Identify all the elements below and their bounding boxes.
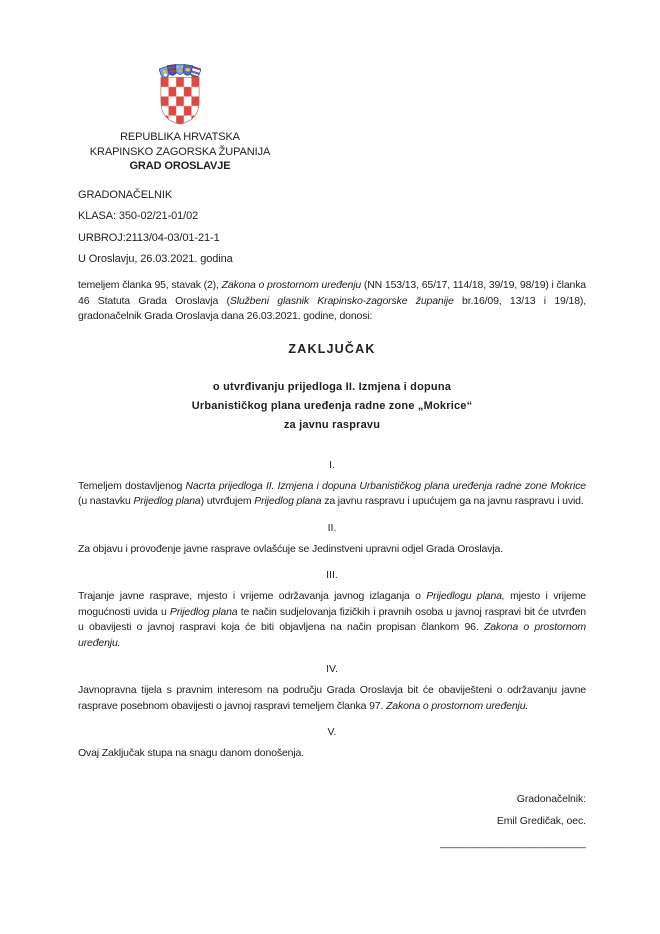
letterhead-county: KRAPINSKO ZAGORSKA ŽUPANIJA (89, 145, 271, 158)
section-1 (78, 458, 586, 510)
section-numeral: II. (327, 521, 337, 534)
subtitle-line: Urbanističkog plana uređenja radne zone „Mokrice“ (191, 399, 473, 412)
section-paragraph: Trajanje javne rasprave, mjesto i vrijeme održavanja javnog izlaganja o Prijedlogu plana, mjesto i vrijeme mogućnosti uvida u Prijedlog plana te način sudjelovanja fizičkih i pravnih osoba u javnoj raspravi bit će utvrđen u obavijesti o javnoj raspravi koja će biti objavljena na način propisan člankom 96. Zakona o prostornom uređenju. (78, 590, 587, 649)
section-5 (78, 725, 586, 762)
document-meta (78, 188, 586, 267)
section-paragraph: Temeljem dostavljenog Nacrta prijedloga II. Izmjena i dopuna Urbanističkog plana uređenja radne zone Mokrice (u nastavku Prijedlog plana) utvrđujem Prijedlog plana za javnu raspravu i upućujem ga na javnu raspravu i uvid. (78, 479, 586, 507)
office-title: GRADONAČELNIK (78, 188, 173, 201)
section-paragraph: Javnopravna tijela s pravnim interesom na području Grada Oroslavja bit će obaviješteni o održavanju javne rasprave posebnom obavijesti o javnoj raspravi temeljem članka 97. Zakona o prostornom uređenju. (78, 684, 586, 712)
place-date: U Oroslavju, 26.03.2021. godina (78, 253, 233, 265)
section-numeral: I. (329, 458, 335, 471)
section-2 (78, 521, 586, 558)
letterhead-city: GRAD OROSLAVJE (129, 160, 231, 172)
subtitle-line: o utvrđivanju prijedloga II. Izmjena i dopuna (212, 380, 452, 393)
document-subtitle (78, 380, 586, 432)
signature-block (78, 792, 586, 851)
section-numeral: III. (326, 569, 338, 581)
section-numeral: IV. (326, 663, 338, 675)
urbroj-number: URBROJ:2113/04-03/01-21-1 (78, 231, 220, 244)
signature-line: _________________________ (440, 836, 586, 849)
sections (78, 458, 586, 762)
preamble-paragraph: temeljem članka 95, stavak (2), Zakona o prostornom uređenju (NN 153/13, 65/17, 114/18, 39/19, 98/19) i članka 46 Statuta Grada Oroslavja (Službeni glasnik Krapinsko-zagorske županije br.16/09, 13/13 i 19/18), gradonačelnik Grada Oroslavja dana 26.03.2021. godine, donosi: (78, 279, 586, 322)
signature-name: Emil Gredičak, oec. (496, 814, 586, 827)
subtitle-line: za javnu raspravu (283, 418, 381, 431)
klasa-number: KLASA: 350-02/21-01/02 (78, 210, 199, 222)
section-numeral: V. (327, 726, 337, 738)
coat-shield-checkerboard (161, 77, 199, 124)
document-title: ZAKLJUČAK (288, 341, 376, 356)
croatian-coat-of-arms-icon (159, 64, 201, 127)
letterhead-country: REPUBLIKA HRVATSKA (120, 131, 240, 143)
section-3 (78, 568, 586, 651)
signature-role: Gradonačelnik: (516, 792, 586, 805)
section-4 (78, 662, 586, 714)
letterhead (78, 64, 282, 174)
section-paragraph: Ovaj Zaključak stupa na snagu danom donošenja. (78, 747, 304, 759)
section-paragraph: Za objavu i provođenje javne rasprave ovlašćuje se Jedinstveni upravni odjel Grada Oroslavja. (78, 542, 503, 555)
